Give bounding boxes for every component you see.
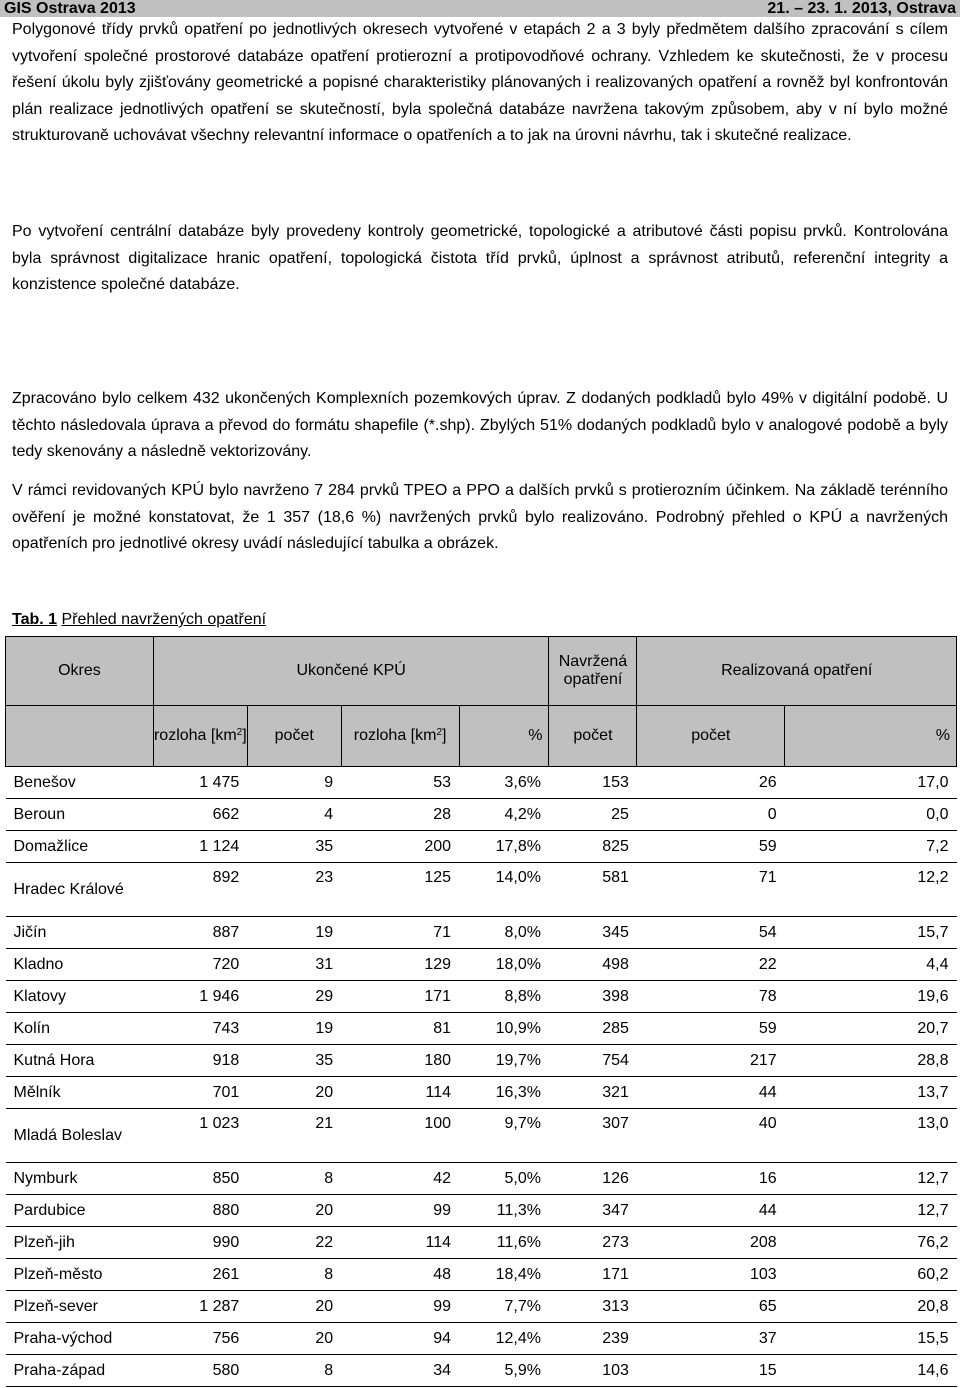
- cell-value: 37: [637, 1323, 785, 1355]
- cell-value: 10,9%: [459, 1013, 549, 1045]
- cell-value: 20: [247, 1077, 341, 1109]
- table-caption: [12, 611, 266, 629]
- table-row: [6, 1291, 957, 1323]
- cell-value: 28,8: [785, 1045, 957, 1077]
- sub-rozloha-2: rozloha $[km^2]$: [341, 706, 459, 767]
- cell-value: 918: [153, 1045, 247, 1077]
- cell-value: 23: [247, 863, 341, 917]
- cell-value: 53: [341, 767, 459, 799]
- cell-value: 114: [341, 1227, 459, 1259]
- cell-value: 0: [637, 799, 785, 831]
- cell-value: 22: [637, 949, 785, 981]
- cell-value: 20: [247, 1323, 341, 1355]
- cell-value: 887: [153, 917, 247, 949]
- col-ukoncene-kpu: Ukončené KPÚ: [153, 637, 549, 706]
- cell-value: 5,9%: [459, 1355, 549, 1387]
- sub-pct-2: %: [785, 706, 957, 767]
- cell-okres: Benešov: [6, 767, 154, 799]
- cell-value: 4: [247, 799, 341, 831]
- cell-value: 129: [341, 949, 459, 981]
- table-row: [6, 1259, 957, 1291]
- cell-value: 273: [549, 1227, 637, 1259]
- cell-value: 347: [549, 1195, 637, 1227]
- cell-value: 65: [637, 1291, 785, 1323]
- cell-okres: Plzeň-jih: [6, 1227, 154, 1259]
- cell-value: 313: [549, 1291, 637, 1323]
- cell-value: 40: [637, 1109, 785, 1163]
- cell-value: 31: [247, 949, 341, 981]
- cell-value: 114: [341, 1077, 459, 1109]
- cell-value: 71: [637, 863, 785, 917]
- cell-value: 4,4: [785, 949, 957, 981]
- cell-value: 892: [153, 863, 247, 917]
- cell-value: 44: [637, 1195, 785, 1227]
- cell-okres: Kutná Hora: [6, 1045, 154, 1077]
- cell-okres: Beroun: [6, 799, 154, 831]
- conference-date: 21. – 23. 1. 2013, Ostrava: [767, 0, 956, 17]
- cell-value: 14,6: [785, 1355, 957, 1387]
- cell-value: 581: [549, 863, 637, 917]
- cell-value: 15: [637, 1355, 785, 1387]
- cell-value: 76,2: [785, 1227, 957, 1259]
- cell-value: 13,0: [785, 1109, 957, 1163]
- table-caption-label: Tab. 1: [12, 611, 58, 628]
- cell-value: 15,7: [785, 917, 957, 949]
- sub-blank: [6, 706, 154, 767]
- cell-okres: Nymburk: [6, 1163, 154, 1195]
- cell-value: 125: [341, 863, 459, 917]
- cell-value: 11,6%: [459, 1227, 549, 1259]
- cell-okres: Plzeň-město: [6, 1259, 154, 1291]
- table-caption-text: Přehled navržených opatření: [61, 611, 267, 628]
- cell-value: 81: [341, 1013, 459, 1045]
- cell-value: 307: [549, 1109, 637, 1163]
- cell-okres: Praha-západ: [6, 1355, 154, 1387]
- cell-value: 20: [247, 1195, 341, 1227]
- cell-value: 171: [341, 981, 459, 1013]
- table-row: [6, 1163, 957, 1195]
- cell-value: 103: [549, 1355, 637, 1387]
- cell-value: 16,3%: [459, 1077, 549, 1109]
- sub-rozloha-1: rozloha $[km^2]$: [153, 706, 247, 767]
- cell-value: 42: [341, 1163, 459, 1195]
- cell-value: 200: [341, 831, 459, 863]
- cell-value: 1 023: [153, 1109, 247, 1163]
- cell-value: 25: [549, 799, 637, 831]
- cell-value: 756: [153, 1323, 247, 1355]
- table-header-row: [6, 637, 957, 706]
- cell-value: 261: [153, 1259, 247, 1291]
- cell-value: 720: [153, 949, 247, 981]
- cell-value: 126: [549, 1163, 637, 1195]
- cell-value: 825: [549, 831, 637, 863]
- cell-value: 34: [341, 1355, 459, 1387]
- table-row: [6, 863, 957, 917]
- cell-value: 48: [341, 1259, 459, 1291]
- table-row: [6, 767, 957, 799]
- cell-okres: Jičín: [6, 917, 154, 949]
- cell-value: 3,6%: [459, 767, 549, 799]
- cell-value: 8: [247, 1163, 341, 1195]
- cell-value: 180: [341, 1045, 459, 1077]
- cell-value: 321: [549, 1077, 637, 1109]
- cell-okres: Kolín: [6, 1013, 154, 1045]
- cell-value: 217: [637, 1045, 785, 1077]
- sub-pocet-2: počet: [549, 706, 637, 767]
- cell-value: 239: [549, 1323, 637, 1355]
- cell-value: 19: [247, 1013, 341, 1045]
- cell-value: 12,7: [785, 1195, 957, 1227]
- table-row: [6, 1109, 957, 1163]
- sub-pocet-3: počet: [637, 706, 785, 767]
- cell-value: 15,5: [785, 1323, 957, 1355]
- table-row: [6, 1355, 957, 1387]
- measures-table: [5, 636, 957, 1387]
- cell-value: 22: [247, 1227, 341, 1259]
- cell-value: 16: [637, 1163, 785, 1195]
- cell-value: 580: [153, 1355, 247, 1387]
- cell-value: 662: [153, 799, 247, 831]
- cell-value: 171: [549, 1259, 637, 1291]
- cell-value: 19: [247, 917, 341, 949]
- paragraph-controls: Po vytvoření centrální databáze byly provedeny kontroly geometrické, topologické a atributové části popisu prvků. Kontrolována byla správnost digitalizace hranic opatření, topologická čistota tříd prvků, úplnost a správnost atributů, referenční integrity a konzistence společné databáze.: [12, 223, 948, 293]
- cell-value: 398: [549, 981, 637, 1013]
- table-row: [6, 831, 957, 863]
- cell-value: 35: [247, 1045, 341, 1077]
- cell-value: 12,7: [785, 1163, 957, 1195]
- paragraph-revised: V rámci revidovaných KPÚ bylo navrženo 7 284 prvků TPEO a PPO a dalších prvků s protierozním účinkem. Na základě terénního ověření je možné konstatovat, že 1 357 (18,6 %) navržených prvků bylo realizováno. Podrobný přehled o KPÚ a navržených opatřeních pro jednotlivé okresy uvádí následující tabulka a obrázek.: [12, 482, 948, 552]
- cell-value: 20,7: [785, 1013, 957, 1045]
- cell-value: 5,0%: [459, 1163, 549, 1195]
- cell-value: 850: [153, 1163, 247, 1195]
- table-row: [6, 1323, 957, 1355]
- cell-value: 94: [341, 1323, 459, 1355]
- cell-okres: Hradec Králové: [6, 863, 154, 917]
- cell-value: 0,0: [785, 799, 957, 831]
- table-row: [6, 1077, 957, 1109]
- cell-value: 8: [247, 1355, 341, 1387]
- cell-value: 701: [153, 1077, 247, 1109]
- cell-value: 17,0: [785, 767, 957, 799]
- cell-value: 54: [637, 917, 785, 949]
- cell-value: 21: [247, 1109, 341, 1163]
- page-header: [0, 0, 960, 17]
- cell-value: 345: [549, 917, 637, 949]
- cell-value: 1 475: [153, 767, 247, 799]
- cell-value: 19,6: [785, 981, 957, 1013]
- cell-value: 14,0%: [459, 863, 549, 917]
- cell-value: 71: [341, 917, 459, 949]
- cell-value: 35: [247, 831, 341, 863]
- cell-value: 208: [637, 1227, 785, 1259]
- cell-okres: Klatovy: [6, 981, 154, 1013]
- table-row: [6, 1013, 957, 1045]
- cell-value: 8: [247, 1259, 341, 1291]
- cell-value: 285: [549, 1013, 637, 1045]
- cell-value: 754: [549, 1045, 637, 1077]
- cell-value: 9: [247, 767, 341, 799]
- table-row: [6, 799, 957, 831]
- cell-okres: Mělník: [6, 1077, 154, 1109]
- table-subheader-row: [6, 706, 957, 767]
- cell-value: 20: [247, 1291, 341, 1323]
- col-navrzena: Navržená opatření: [549, 637, 637, 706]
- cell-okres: Praha-východ: [6, 1323, 154, 1355]
- cell-value: 18,0%: [459, 949, 549, 981]
- cell-value: 78: [637, 981, 785, 1013]
- cell-value: 8,8%: [459, 981, 549, 1013]
- cell-value: 12,2: [785, 863, 957, 917]
- cell-value: 1 946: [153, 981, 247, 1013]
- cell-okres: Pardubice: [6, 1195, 154, 1227]
- col-okres: Okres: [6, 637, 154, 706]
- cell-value: 4,2%: [459, 799, 549, 831]
- table-row: [6, 1227, 957, 1259]
- cell-value: 18,4%: [459, 1259, 549, 1291]
- cell-value: 44: [637, 1077, 785, 1109]
- cell-value: 99: [341, 1291, 459, 1323]
- cell-value: 743: [153, 1013, 247, 1045]
- sub-pocet-1: počet: [247, 706, 341, 767]
- cell-okres: Kladno: [6, 949, 154, 981]
- cell-value: 13,7: [785, 1077, 957, 1109]
- cell-value: 99: [341, 1195, 459, 1227]
- cell-value: 11,3%: [459, 1195, 549, 1227]
- cell-value: 19,7%: [459, 1045, 549, 1077]
- table-row: [6, 949, 957, 981]
- cell-value: 7,2: [785, 831, 957, 863]
- cell-value: 100: [341, 1109, 459, 1163]
- cell-value: 29: [247, 981, 341, 1013]
- cell-value: 12,4%: [459, 1323, 549, 1355]
- cell-value: 1 124: [153, 831, 247, 863]
- table-row: [6, 917, 957, 949]
- cell-value: 8,0%: [459, 917, 549, 949]
- cell-value: 60,2: [785, 1259, 957, 1291]
- table-row: [6, 981, 957, 1013]
- cell-value: 103: [637, 1259, 785, 1291]
- cell-value: 1 287: [153, 1291, 247, 1323]
- sub-pct-1: %: [459, 706, 549, 767]
- table-row: [6, 1195, 957, 1227]
- cell-value: 990: [153, 1227, 247, 1259]
- cell-value: 9,7%: [459, 1109, 549, 1163]
- cell-value: 20,8: [785, 1291, 957, 1323]
- conference-name: GIS Ostrava 2013: [4, 0, 136, 17]
- cell-okres: Plzeň-sever: [6, 1291, 154, 1323]
- cell-value: 26: [637, 767, 785, 799]
- paragraph-processed: Zpracováno bylo celkem 432 ukončených Komplexních pozemkových úprav. Z dodaných podkladů bylo 49% v digitální podobě. U těchto následovala úprava a převod do formátu shapefile (*.shp). Zbylých 51% dodaných podkladů bylo v analogové podobě a byly tedy skenovány a následně vektorizovány.: [12, 390, 948, 460]
- paragraph-database: Polygonové třídy prvků opatření po jednotlivých okresech vytvořené v etapách 2 a 3 byly předmětem dalšího zpracování s cílem vytvoření společné prostorové databáze opatření protierozní a protipovodňové ochrany. Vzhledem ke skutečnosti, že v procesu řešení úkolu byly zjišťovány geometrické a popisné charakteristiky plánovaných i realizovaných opatření a rovněž byl konfrontován plán realizace jednotlivých opatření se skutečností, byla společná databáze navržena takovým způsobem, aby v ní bylo možné strukturovaně uchovávat všechny relevantní informace o opatřeních a to jak na úrovni návrhu, tak i skutečné realizace.: [12, 21, 948, 144]
- cell-value: 28: [341, 799, 459, 831]
- table-row: [6, 1045, 957, 1077]
- cell-value: 59: [637, 831, 785, 863]
- cell-value: 7,7%: [459, 1291, 549, 1323]
- cell-okres: Domažlice: [6, 831, 154, 863]
- col-realizovana: Realizovaná opatření: [637, 637, 957, 706]
- cell-value: 880: [153, 1195, 247, 1227]
- cell-value: 59: [637, 1013, 785, 1045]
- cell-value: 17,8%: [459, 831, 549, 863]
- cell-value: 498: [549, 949, 637, 981]
- cell-value: 153: [549, 767, 637, 799]
- cell-okres: Mladá Boleslav: [6, 1109, 154, 1163]
